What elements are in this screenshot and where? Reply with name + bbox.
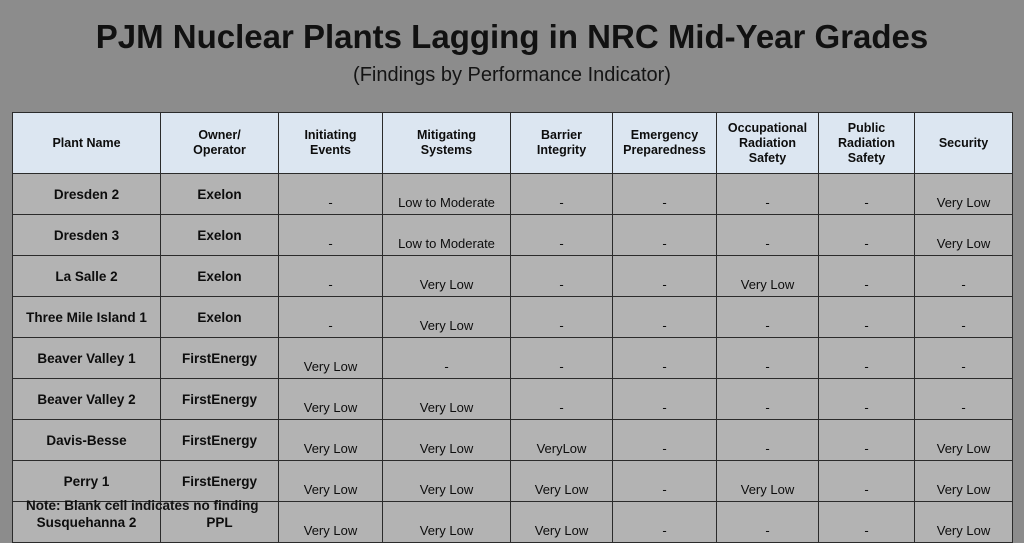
- cell-security: Very Low: [915, 461, 1013, 502]
- cell-emergency-preparedness: -: [613, 174, 717, 215]
- table-row: [13, 461, 1013, 502]
- cell-initiating-events: Very Low: [279, 502, 383, 543]
- cell-owner: FirstEnergy: [161, 461, 279, 502]
- cell-public-radiation-safety: -: [819, 215, 915, 256]
- header-line: Security: [938, 135, 989, 150]
- header-line: Safety: [748, 150, 787, 165]
- cell-plant-name: Davis-Besse: [13, 420, 161, 461]
- cell-mitigating-systems: Very Low: [383, 502, 511, 543]
- cell-occupational-radiation-safety: Very Low: [717, 256, 819, 297]
- column-header-public-radiation-safety: [819, 113, 915, 174]
- header-line: Events: [310, 143, 351, 157]
- cell-emergency-preparedness: -: [613, 502, 717, 543]
- cell-public-radiation-safety: -: [819, 379, 915, 420]
- cell-security: Very Low: [915, 215, 1013, 256]
- header-line: Preparedness: [623, 143, 706, 157]
- cell-emergency-preparedness: -: [613, 420, 717, 461]
- cell-plant-name: Beaver Valley 1: [13, 338, 161, 379]
- cell-owner: FirstEnergy: [161, 420, 279, 461]
- cell-mitigating-systems: Very Low: [383, 256, 511, 297]
- cell-public-radiation-safety: -: [819, 502, 915, 543]
- cell-occupational-radiation-safety: -: [717, 420, 819, 461]
- cell-barrier-integrity: -: [511, 215, 613, 256]
- cell-emergency-preparedness: -: [613, 215, 717, 256]
- cell-owner: Exelon: [161, 297, 279, 338]
- header-line: Plant Name: [52, 135, 121, 150]
- header-line: Integrity: [536, 143, 587, 157]
- cell-initiating-events: -: [279, 297, 383, 338]
- cell-initiating-events: Very Low: [279, 338, 383, 379]
- cell-owner: Exelon: [161, 256, 279, 297]
- cell-barrier-integrity: -: [511, 379, 613, 420]
- cell-emergency-preparedness: -: [613, 461, 717, 502]
- cell-mitigating-systems: Very Low: [383, 461, 511, 502]
- cell-public-radiation-safety: -: [819, 256, 915, 297]
- cell-occupational-radiation-safety: -: [717, 174, 819, 215]
- cell-security: Very Low: [915, 420, 1013, 461]
- column-header-security: [915, 113, 1013, 174]
- cell-emergency-preparedness: -: [613, 338, 717, 379]
- cell-security: -: [915, 297, 1013, 338]
- table-footnote: Note: Blank cell indicates no finding: [26, 498, 259, 513]
- cell-emergency-preparedness: -: [613, 379, 717, 420]
- cell-security: -: [915, 256, 1013, 297]
- cell-mitigating-systems: Very Low: [383, 379, 511, 420]
- cell-public-radiation-safety: -: [819, 461, 915, 502]
- cell-initiating-events: -: [279, 174, 383, 215]
- cell-initiating-events: Very Low: [279, 420, 383, 461]
- table-header-row: [13, 113, 1013, 174]
- cell-occupational-radiation-safety: -: [717, 338, 819, 379]
- column-header-initiating-events: [279, 113, 383, 174]
- table-row: [13, 297, 1013, 338]
- cell-security: -: [915, 338, 1013, 379]
- cell-occupational-radiation-safety: -: [717, 215, 819, 256]
- cell-emergency-preparedness: -: [613, 256, 717, 297]
- table-row: [13, 215, 1013, 256]
- header-line: Safety: [847, 150, 886, 165]
- cell-plant-name: Beaver Valley 2: [13, 379, 161, 420]
- header-line: Emergency: [630, 128, 699, 142]
- cell-public-radiation-safety: -: [819, 174, 915, 215]
- cell-barrier-integrity: -: [511, 256, 613, 297]
- cell-owner: FirstEnergy: [161, 379, 279, 420]
- cell-occupational-radiation-safety: -: [717, 297, 819, 338]
- header-line: Radiation: [838, 135, 895, 150]
- cell-public-radiation-safety: -: [819, 338, 915, 379]
- cell-emergency-preparedness: -: [613, 297, 717, 338]
- findings-table-wrapper: [12, 112, 1012, 543]
- cell-mitigating-systems: -: [383, 338, 511, 379]
- header-line: Occupational: [727, 120, 808, 135]
- cell-owner: FirstEnergy: [161, 338, 279, 379]
- table-row: [13, 256, 1013, 297]
- cell-plant-name: La Salle 2: [13, 256, 161, 297]
- column-header-mitigating-systems: [383, 113, 511, 174]
- header-line: Operator: [193, 143, 246, 157]
- cell-security: -: [915, 379, 1013, 420]
- cell-barrier-integrity: -: [511, 174, 613, 215]
- cell-barrier-integrity: Very Low: [511, 461, 613, 502]
- cell-public-radiation-safety: -: [819, 420, 915, 461]
- table-row: [13, 420, 1013, 461]
- column-header-occupational-radiation-safety: [717, 113, 819, 174]
- cell-owner: Exelon: [161, 215, 279, 256]
- header-line: Mitigating: [416, 128, 476, 142]
- column-header-plant-name: [13, 113, 161, 174]
- cell-plant-name: Three Mile Island 1: [13, 297, 161, 338]
- cell-plant-name: Dresden 2: [13, 174, 161, 215]
- cell-barrier-integrity: VeryLow: [511, 420, 613, 461]
- cell-plant-name: Susquehanna 2: [13, 502, 161, 543]
- column-header-owner-operator: [161, 113, 279, 174]
- page-subtitle: (Findings by Performance Indicator): [353, 64, 671, 86]
- cell-barrier-integrity: Very Low: [511, 502, 613, 543]
- cell-owner: PPL: [161, 502, 279, 543]
- header-line: Radiation: [739, 135, 796, 150]
- header-line: Public: [847, 120, 886, 135]
- header-line: Owner/: [198, 128, 241, 142]
- column-header-barrier-integrity: [511, 113, 613, 174]
- cell-initiating-events: -: [279, 215, 383, 256]
- header-line: Systems: [420, 143, 473, 157]
- cell-owner: Exelon: [161, 174, 279, 215]
- header-line: Barrier: [541, 128, 582, 142]
- cell-barrier-integrity: -: [511, 338, 613, 379]
- cell-occupational-radiation-safety: -: [717, 379, 819, 420]
- cell-plant-name: Dresden 3: [13, 215, 161, 256]
- cell-initiating-events: Very Low: [279, 461, 383, 502]
- cell-plant-name: Perry 1: [13, 461, 161, 502]
- table-row: [13, 379, 1013, 420]
- cell-initiating-events: Very Low: [279, 379, 383, 420]
- cell-mitigating-systems: Low to Moderate: [383, 174, 511, 215]
- cell-mitigating-systems: Low to Moderate: [383, 215, 511, 256]
- page-title: PJM Nuclear Plants Lagging in NRC Mid-Year Grades: [95, 18, 929, 55]
- table-body: [13, 174, 1013, 543]
- findings-table: [12, 112, 1013, 543]
- cell-security: Very Low: [915, 502, 1013, 543]
- cell-barrier-integrity: -: [511, 297, 613, 338]
- cell-initiating-events: -: [279, 256, 383, 297]
- header-line: Initiating: [304, 128, 357, 142]
- column-header-emergency-preparedness: [613, 113, 717, 174]
- cell-occupational-radiation-safety: -: [717, 502, 819, 543]
- cell-security: Very Low: [915, 174, 1013, 215]
- cell-mitigating-systems: Very Low: [383, 420, 511, 461]
- cell-occupational-radiation-safety: Very Low: [717, 461, 819, 502]
- cell-public-radiation-safety: -: [819, 297, 915, 338]
- table-row: [13, 174, 1013, 215]
- table-row: [13, 338, 1013, 379]
- cell-mitigating-systems: Very Low: [383, 297, 511, 338]
